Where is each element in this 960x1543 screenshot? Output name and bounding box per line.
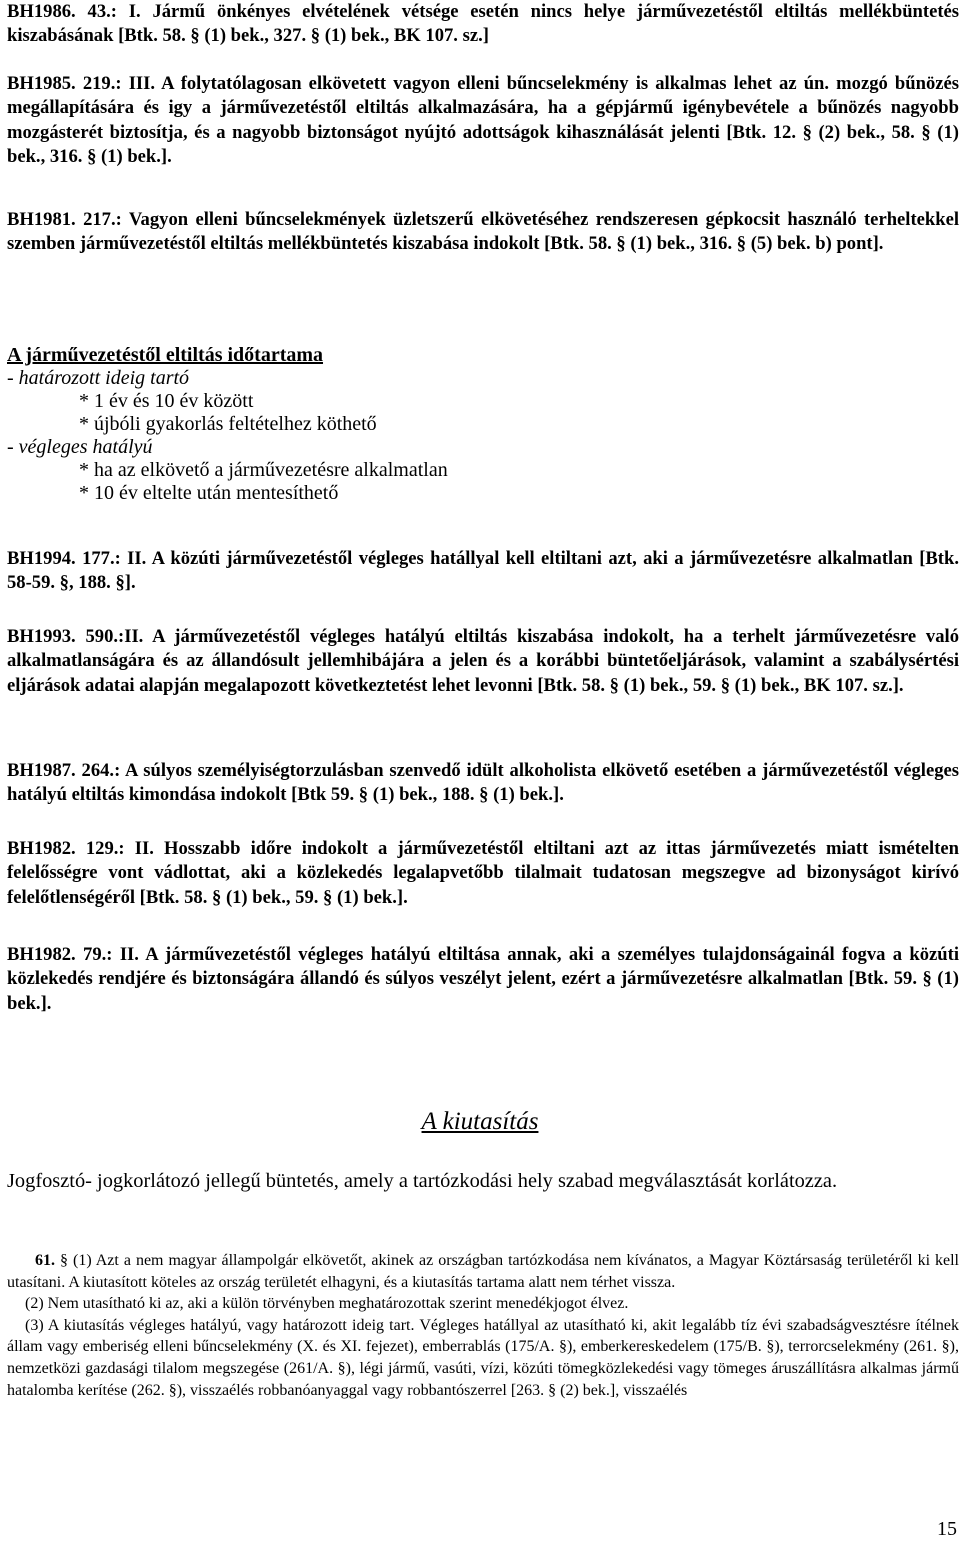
dash-marker: - (7, 367, 14, 389)
law-paragraph-3: (3) A kiutasítás végleges hatályú, vagy határozott ideig tart. Végleges hatállyal az utasítható ki, akit legalább tíz évi szabadságvesztésre ítélnek állam vagy emberiség elleni bűncselekmény (X. és XI. fejezet), emberrablás (175/A. §), emberkereskedelem (175/B. §), terrorcselekmény (261. §), nemzetközi gazdasági tilalom megszegése (261/A. §), légi jármű, vasúti, vízi, közúti tömegközlekedési vagy tömeges áruszállításra alkalmas jármű hatalomba kerítése (262. §), visszaélés robbanóanyaggal vagy robbantószerrel [263. § (2) bek.], visszaélés (7, 1316, 959, 1399)
section-intro: Jogfosztó- jogkorlátozó jellegű büntetés, amely a tartózkodási hely szabad megválasztását korlátozza. (7, 1170, 838, 1192)
law-paragraph-1: § (1) Azt a nem magyar állampolgár elkövetőt, akinek az országban tartózkodása nem kívánatos, a Magyar Köztársaság területéről ki kell utasítani. A kiutasított köteles az ország területét elhagyni, és a kiutasítás tartama alatt nem térhet vissza. (7, 1252, 959, 1291)
law-paragraph-2: (2) Nem utasítható ki az, aki a külön törvényben meghatározottak szerint menedékjogot élvez. (25, 1295, 629, 1313)
decision-bh1993-590: BH1993. 590.:II. A járművezetéstől végleges hatályú eltiltás kiszabása indokolt, ha a terhelt járművezetésre való alkalmatlanságára és az állandósult jellemhibájára a jelen és a korábbi büntetőeljárások, valamint a szabálysértési eljárások adatai alapján megalapozott következtetést lehet levonni [Btk. 58. § (1) bek., 59. § (1) bek., BK 107. sz.]. (7, 626, 959, 696)
decision-bh1982-79: BH1982. 79.: II. A járművezetéstől végleges hatályú eltiltása annak, aki a személyes tulajdonságainál fogva a közúti közlekedés rendjére és biztonságára állandó és súlyos veszélyt jelent, ezért a járművezetésre alkalmatlan [Btk. 59. § (1) bek.]. (7, 944, 959, 1014)
permanent-item: * ha az elkövető a járművezetésre alkalmatlan (79, 459, 448, 481)
decision-bh1985-219: BH1985. 219.: III. A folytatólagosan elkövetett vagyon elleni bűncselekmény is alkalmas lehet az ún. mozgó bűnözés megállapítására és igy a járművezetéstől eltiltás alkalmazására, ha a gépjármű igénybevétele a bűnözés nagyobb mozgásterét biztosítja, és a nagyobb biztonságot nyújtó adottságok kihasználását jelenti [Btk. 12. § (2) bek., 58. § (1) bek., 316. § (1) bek.]. (7, 73, 959, 168)
law-text (7, 1250, 959, 1401)
decision-bh1986-43: BH1986. 43.: I. Jármű önkényes elvételének vétsége esetén nincs helye járművezetéstől eltiltás mellékbüntetés kiszabásának [Btk. 58. § (1) bek., 327. § (1) bek., BK 107. sz.] (7, 1, 959, 47)
fixed-term-item: * újbóli gyakorlás feltételhez köthető (79, 413, 377, 435)
permanent-item: * 10 év eltelte után mentesíthető (79, 482, 339, 504)
fixed-term-item: * 1 év és 10 év között (79, 390, 254, 412)
decision-bh1987-264: BH1987. 264.: A súlyos személyiségtorzulásban szenvedő idült alkoholista elkövető esetében a járművezetéstől végleges hatályú eltiltás kimondása indokolt [Btk 59. § (1) bek., 188. § (1) bek.]. (7, 760, 959, 806)
dash-marker: - (7, 436, 14, 458)
permanent-label: végleges hatályú (18, 436, 153, 458)
duration-block (7, 344, 959, 505)
fixed-term-label: határozott ideig tartó (18, 367, 190, 389)
decision-bh1981-217: BH1981. 217.: Vagyon elleni bűncselekmények üzletszerű elkövetéséhez rendszeresen gépkocsit használó terheltekkel szemben járművezetéstől eltiltás mellékbüntetés kiszabása indokolt [Btk. 58. § (1) bek., 316. § (5) bek. b) pont]. (7, 209, 959, 255)
decision-bh1994-177: BH1994. 177.: II. A közúti járművezetéstől végleges hatállyal kell eltiltani azt, aki a járművezetésre alkalmatlan [Btk. 58-59. §, 188. §]. (7, 548, 959, 594)
law-article-number: 61. (35, 1252, 55, 1269)
decision-bh1982-129: BH1982. 129.: II. Hosszabb időre indokolt a járművezetéstől eltiltani azt az ittas járművezetés miatt ismételten felelősségre vont vádlottat, aki a közlekedés legalapvetőbb tilalmait tudatosan megszegve ad bizonyságot kirívó felelőtlenségéről [Btk. 58. § (1) bek., 59. § (1) bek.]. (7, 838, 959, 908)
section-title: A kiutasítás (421, 1108, 539, 1135)
page-number: 15 (937, 1518, 957, 1540)
duration-heading: A járművezetéstől eltiltás időtartama (7, 344, 324, 366)
